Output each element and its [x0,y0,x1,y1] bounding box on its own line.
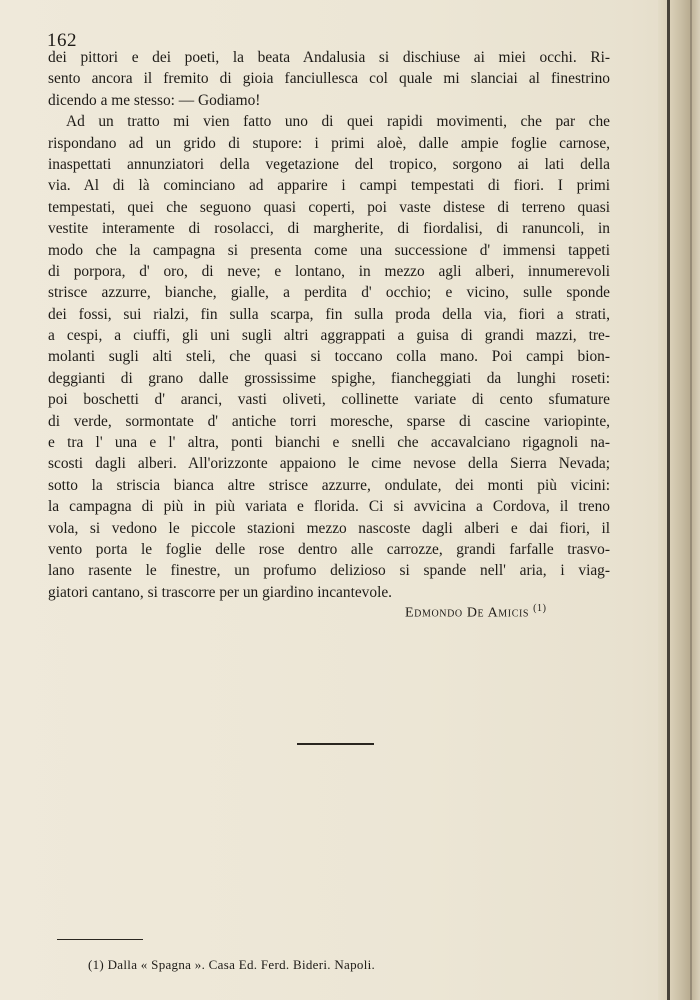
text-line: inaspettati annunziatori della vegetazione del tropico, sorgono ai lati della [48,155,610,173]
text-line: strisce azzurre, bianche, gialle, a perdita d' occhio; e vicino, sulle sponde [48,284,610,302]
text-line: via. Al di là cominciano ad apparire i campi tempestati di fiori. I primi [48,177,610,195]
text-line: vestite interamente di rosolacci, di margherite, di fiordalisi, di ranuncoli, in [48,220,610,238]
text-line: dei pittori e dei poeti, la beata Andalusia si dischiuse ai miei occhi. Ri- [48,49,610,66]
text-line: modo che la campagna si presenta come una successione d' immensi tappeti [48,241,610,259]
text-line: molanti sugli alti steli, che quasi si toccano colla mano. Poi campi bion- [48,348,610,366]
page-outer-edge [690,0,692,1000]
text-line: sento ancora il fremito di gioia fanciullesca col quale mi slanciai al finestrino [48,70,610,88]
text-line: di verde, sormontate d' antiche torri moresche, sparse di cascine variopinte, [48,412,610,430]
text-line: dei fossi, sui rialzi, fin sulla scarpa, fin sulla proda della via, fiori a strati, [48,305,610,323]
text-line: e tra l' una e l' altra, ponti bianchi e snelli che accavalciano rigagnoli na- [48,434,610,452]
body-text [48,47,610,603]
page-binding-shadow [658,0,700,1000]
section-divider [297,743,374,745]
text-line: la campagna di più in più variata e florida. Ci si avvicina a Cordova, il treno [48,498,610,516]
text-line: dicendo a me stesso: — Godiamo! [48,91,261,109]
footnote-rule [57,939,143,940]
text-line: sotto la striscia bianca altre strisce azzurre, ondulate, dei monti più vicini: [48,476,610,494]
page-number: 162 [47,30,77,51]
text-line: tempestati, quei che seguono quasi coperti, poi vaste distese di terreno quasi [48,198,610,216]
text-line: lano rasente le finestre, un profumo delizioso si spande nell' aria, i viag- [48,562,610,580]
text-line: a cespi, a ciuffi, gli uni sugli altri aggrappati a guisa di grandi mazzi, tre- [48,327,610,345]
text-line: scosti dagli alberi. All'orizzonte appaiono le cime nevose della Sierra Nevada; [48,455,610,473]
text-line: vento porta le foglie delle rose dentro alle carrozze, grandi farfalle trasvo- [48,540,610,558]
text-line: poi boschetti d' aranci, vasti oliveti, collinette variate di cento sfumature [48,391,610,409]
text-line: di porpora, d' oro, di neve; e lontano, in mezzo agli alberi, innumerevoli [48,262,610,280]
author-name: Edmondo De Amicis [405,605,530,621]
text-line: rispondano ad un grido di stupore: i primi aloè, dalle ampie foglie carnose, [48,134,610,152]
text-line: deggianti di grano dalle grossissime spighe, fiancheggiati da lunghi roseti: [48,369,610,387]
author-signature [405,603,547,622]
footnote: (1) Dalla « Spagna ». Casa Ed. Ferd. Bideri. Napoli. [88,957,376,972]
text-line: vola, si vedono le piccole stazioni mezzo nascoste dagli alberi e dai fiori, il [48,519,610,537]
page-binding-edge [667,0,670,1000]
text-line: giatori cantano, si trascorre per un giardino incantevole. [48,583,393,601]
footnote-reference: (1) [533,603,547,614]
text-line: Ad un tratto mi vien fatto uno di quei rapidi movimenti, che par che [66,113,610,131]
